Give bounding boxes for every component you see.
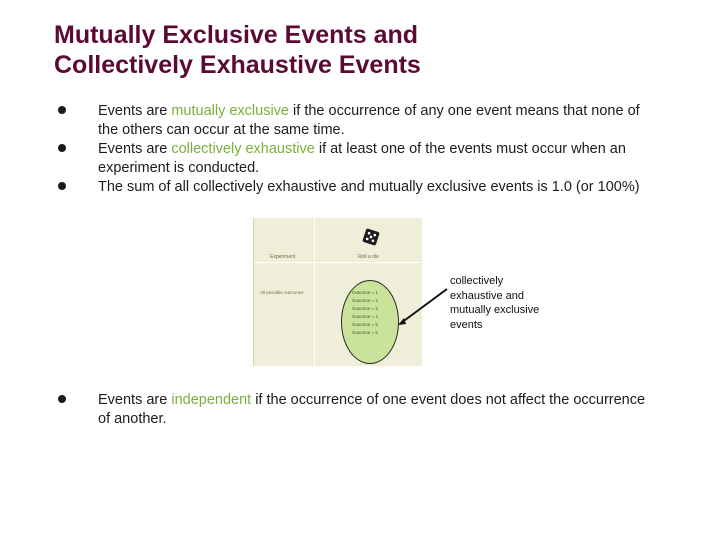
- slide-title: [54, 20, 674, 80]
- figure-header-experiment: Experiment: [270, 254, 296, 260]
- bullet-independent: [56, 391, 656, 429]
- bullet-text-post: if the occurrence of any one event means that none of the others can occur at the same time.: [98, 103, 640, 138]
- outcome-item: Outcome = 4: [352, 314, 378, 319]
- figure-row-label: All possible outcomes: [260, 290, 304, 295]
- bullet-sum-rule: [56, 178, 656, 197]
- bullet-text-pre: Events are: [98, 103, 172, 119]
- bullet-list: [56, 102, 656, 197]
- bullet-text-pre: Events are: [98, 392, 172, 408]
- bullet-text-post: if at least one of the events must occur when an experiment is conducted.: [98, 141, 626, 176]
- outcomes-list: [352, 289, 378, 337]
- bullet-dot-icon: [58, 144, 66, 152]
- die-experiment-figure: [253, 218, 422, 366]
- callout-line-4: events: [450, 318, 483, 331]
- callout-label: [450, 274, 580, 332]
- bullet-dot-icon: [58, 106, 66, 114]
- figure-divider-horizontal: [254, 262, 422, 263]
- bullet-text: The sum of all collectively exhaustive and mutually exclusive events is 1.0 (or 100%): [98, 179, 640, 195]
- bullet-text-post: if the occurrence of one event does not affect the occurrence of another.: [98, 392, 646, 427]
- dice-icon: [360, 226, 382, 248]
- bullet-list-independent: [56, 391, 656, 429]
- figure-divider-vertical: [314, 218, 315, 366]
- outcome-item: Outcome = 3: [352, 306, 378, 311]
- figure-header-roll: Roll a die: [358, 254, 379, 260]
- outcome-item: Outcome = 6: [352, 330, 378, 335]
- title-line-1: Mutually Exclusive Events and: [54, 21, 419, 49]
- bullet-dot-icon: [58, 395, 66, 403]
- outcome-item: Outcome = 5: [352, 322, 378, 327]
- callout-line-1: collectively: [450, 275, 504, 287]
- bullet-dot-icon: [58, 182, 66, 190]
- bullet-collectively-exhaustive: [56, 140, 656, 178]
- bullet-text-pre: Events are: [98, 141, 172, 157]
- title-line-2: Collectively Exhaustive Events: [54, 51, 421, 79]
- outcome-item: Outcome = 1: [352, 290, 378, 295]
- bullet-highlight: collectively exhaustive: [171, 141, 315, 157]
- bullet-highlight: mutually exclusive: [171, 103, 290, 119]
- bullet-highlight: independent: [171, 392, 252, 408]
- outcome-item: Outcome = 2: [352, 298, 378, 303]
- callout-line-3: mutually exclusive: [450, 304, 540, 316]
- bullet-mutually-exclusive: [56, 102, 656, 140]
- callout-line-2: exhaustive and: [450, 289, 524, 302]
